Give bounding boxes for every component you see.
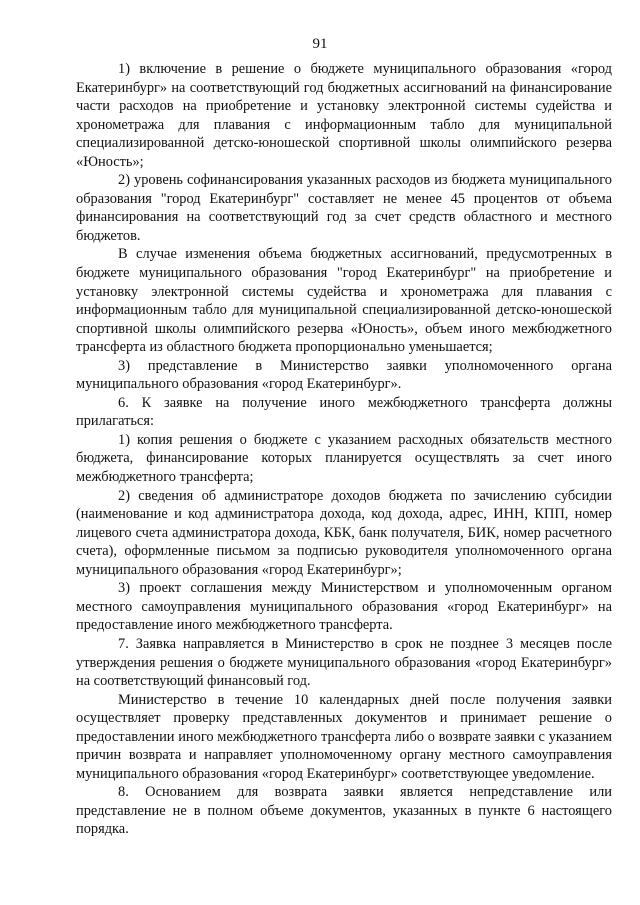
- paragraph-section-8: 8. Основанием для возврата заявки является непредставление или представление не в полном объеме документов, указанных в пункте 6 настоящего порядка.: [76, 784, 612, 838]
- page-number: 91: [312, 36, 328, 52]
- paragraph-section-6-item-3: 3) проект соглашения между Министерством и уполномоченным органом местного самоуправления муниципального образования «город Екатеринбург» на предоставление иного межбюджетного трансферта.: [76, 580, 612, 634]
- paragraph-ministry-review: Министерство в течение 10 календарных дней после получения заявки осуществляет проверку представленных документов и принимает решение о предоставлении иного межбюджетного трансферта либо о возврате заявки с указанием причин возврата и направляет уполномоченному органу местного самоуправления муниципального образования «город Екатеринбург» соответствующее уведомление.: [76, 691, 612, 782]
- paragraph-item-2-cofinancing-level: 2) уровень софинансирования указанных расходов из бюджета муниципального образования "город Екатеринбург" составляет не менее 45 процентов от объема финансирования на соответствующий год за счет средств областного и местного бюджетов.: [76, 172, 612, 244]
- paragraph-item-1-budget-inclusion: 1) включение в решение о бюджете муниципального образования «город Екатеринбург» на соответствующий год бюджетных ассигнований на финансирование части расходов на приобретение и установку электронной системы судейства и хронометража для плавания с информационным табло для муниципальной специализированной детско-юношеской спортивной школы олимпийского резерва «Юность»;: [76, 61, 612, 170]
- paragraph-section-6: 6. К заявке на получение иного межбюджетного трансферта должны прилагаться:: [76, 394, 612, 430]
- paragraph-section-6-item-1: 1) копия решения о бюджете с указанием расходных обязательств местного бюджета, финансирование которых планируется осуществлять за счет иного межбюджетного трансферта;: [76, 431, 612, 486]
- paragraph-item-3-application-submission: 3) представление в Министерство заявки уполномоченного органа муниципального образования «город Екатеринбург».: [76, 357, 612, 393]
- paragraph-section-6-item-2: 2) сведения об администраторе доходов бюджета по зачислению субсидии (наименование и код администратора дохода, код дохода, адрес, ИНН, КПП, номер лицевого счета администратора дохода, КБК, банк получателя, БИК, номер расчетного счета), оформленные письмом за подписью руководителя уполномоченного органа муниципального образования «город Екатеринбург»;: [76, 487, 612, 578]
- document-body: [76, 60, 612, 839]
- paragraph-section-7: 7. Заявка направляется в Министерство в срок не позднее 3 месяцев после утверждения решения о бюджете муниципального образования «город Екатеринбург» на соответствующий финансовый год.: [76, 635, 612, 690]
- paragraph-allocation-change: В случае изменения объема бюджетных ассигнований, предусмотренных в бюджете муниципального образования "город Екатеринбург" на приобретение и установку электронной системы судейства и хронометража для плавания с информационным табло для муниципальной специализированной детско-юношеской спортивной школы олимпийского резерва «Юность», объем иного межбюджетного трансферта из областного бюджета пропорционально уменьшается;: [76, 246, 612, 356]
